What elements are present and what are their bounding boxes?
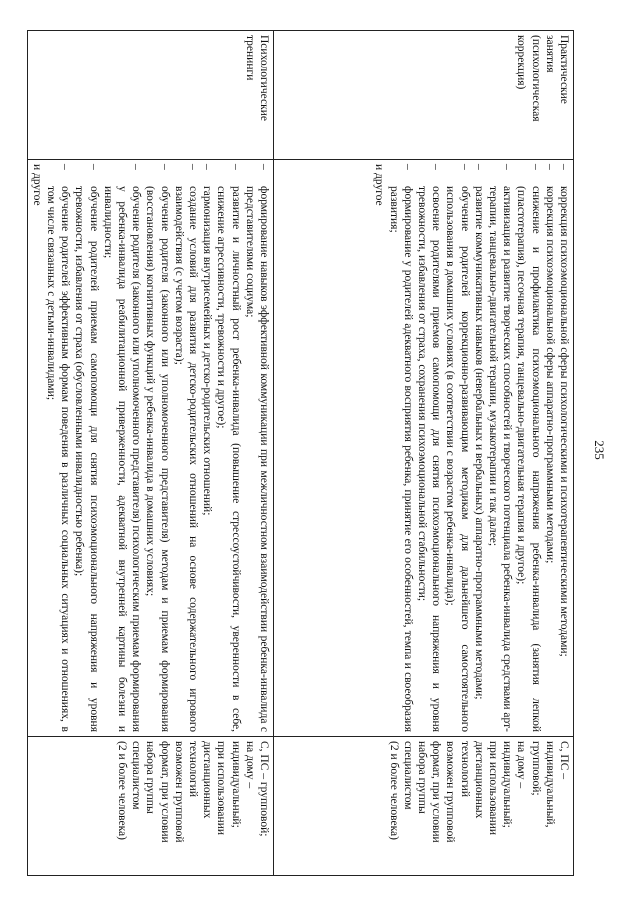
form-line: на дому – (515, 741, 528, 789)
form-line: набора группы (415, 741, 428, 814)
form-line: формат, при условии (430, 741, 443, 843)
list-item (543, 164, 557, 732)
row-name-cell (274, 31, 574, 160)
row-name-line: занятия (543, 35, 556, 73)
methods-table (27, 30, 574, 876)
form-line: индивидуальный; (229, 741, 242, 828)
row-name-cell (27, 31, 273, 160)
row-content-cell (274, 160, 574, 737)
form-line: индивидуальный, (543, 741, 556, 828)
form-line: при использовании (486, 741, 499, 835)
list-item (101, 164, 144, 732)
row-name-line: Практические (558, 35, 570, 104)
landscape-page (30, 30, 574, 875)
list-item-text: обучение родителей эффективным формам поведения в различных социальных ситуациях и отношениях, в том числе связанных с детьми-инвалидами; (44, 186, 72, 732)
page-number: 235 (592, 440, 607, 460)
form-line: С, ПС – групповой; (258, 741, 270, 837)
list-item-text: гармонизация внутрисемейных и детско-родительских отношений; (201, 186, 214, 516)
form-line: индивидуальный; (501, 741, 514, 828)
list-item-text: формирование навыков эффективной коммуникации при межличностном взаимодействии ребенка-инвалида с представителями социума; (243, 186, 270, 732)
list-item (200, 164, 214, 732)
list-item (172, 164, 200, 732)
row-form-cell (274, 737, 574, 876)
list-tail: и другое (373, 164, 386, 206)
form-line: возможен групповой (172, 741, 185, 843)
list-dash: – (430, 164, 443, 170)
list-item-text: освоение родителями приемов самопомощи для снятия психоэмоционального напряжения и уровня тревожности, избавления от страха, сохранения психоэмоциональной стабильности; (415, 186, 443, 732)
list-dash: – (458, 164, 471, 170)
form-line: С, ПС – (558, 741, 570, 780)
list-item (557, 164, 571, 732)
table-body (27, 31, 573, 876)
rotated-table-area (30, 30, 574, 875)
table-row (274, 31, 574, 876)
list-dash: – (87, 164, 100, 170)
list-dash: – (529, 164, 542, 170)
list-item (415, 164, 443, 732)
row-name-line: Психологические (258, 35, 270, 121)
list-item-text: формирование у родителей адекватного восприятия ребенка, принятие его особенностей, темпа и своеобразия развития; (387, 186, 414, 732)
form-line: специалистом (401, 741, 414, 810)
list-dash: – (258, 164, 270, 170)
list-item (443, 164, 471, 732)
list-item-text: создание условий для развития детско-родительских отношений на основе содержательного игрового взаимодействия (с учетом возраста); (172, 186, 199, 732)
list-item-text: развитие коммуникативных навыков (невербальных и вербальных) аппаратно-программными методами; (472, 186, 485, 700)
list-dash: – (501, 164, 514, 170)
row-form-cell (27, 737, 273, 876)
form-line: технологий (186, 741, 199, 797)
list-item (486, 164, 514, 732)
list-item (514, 164, 542, 732)
list-item-text: снижение и профилактика психоэмоционального напряжения ребенка-инвалида (занятия лепкой (пластотерапия), песочная терапия, танцевально-двигательная терапия и другое); (515, 186, 542, 732)
list-item (72, 164, 100, 732)
form-line: дистанционных (472, 741, 485, 819)
list-dash: – (158, 164, 171, 170)
list-item-text: обучение родителей коррекционно-развивающим методикам для дальнейшего самостоятельного использования в домашних условиях (в соответствии с возрастом ребенка-инвалида); (444, 186, 471, 732)
list-dash: – (201, 164, 214, 170)
form-line: формат, при условии (158, 741, 171, 843)
form-line: (2 и более человека) (115, 741, 128, 840)
row-name-line: (психологическая (529, 35, 542, 122)
list-dash: – (186, 164, 199, 170)
list-item-text: обучение родителя (законного или уполномоченного представителя) психологическим приемам формирования у ребенка-инвалида реабилитационной приверженности, адекватной внутренней картины болезни и инвалидности; (101, 186, 143, 732)
list-item-text: обучение родителей приемам самопомощи для снятия психоэмоционального напряжения и уровня тревожности, избавления от страха (обусловленными инвалидностью ребенка); (73, 186, 100, 732)
list-dash: – (543, 164, 556, 170)
list-item-text: коррекция психоэмоциональной сферы аппаратно-программными методами; (543, 186, 556, 564)
row-content-cell (27, 160, 273, 737)
list-dash: – (130, 164, 143, 170)
list-item-text: активизация и развитие творческих способностей и творческого потенциала ребенка-инвалида средствами арт-терапии, танцевально-двигательной терапии, музыкотерапии и так далее; (486, 186, 514, 732)
list-item (143, 164, 171, 732)
row-name-line: тренинги (243, 35, 256, 81)
list-tail: и другое (30, 164, 43, 206)
list-dash: – (558, 164, 570, 170)
table-row (27, 31, 273, 876)
form-line: технологий (458, 741, 471, 797)
list-item-text: коррекция психоэмоциональной сферы психологическими и психотерапевтическими методами; (558, 186, 570, 657)
list-item (386, 164, 414, 732)
form-line: (2 и более человека) (387, 741, 400, 840)
form-line: возможен групповой (444, 741, 457, 843)
list-dash: – (401, 164, 414, 170)
form-line: специалистом (130, 741, 143, 810)
form-line: при использовании (215, 741, 228, 835)
list-dash: – (472, 164, 485, 170)
list-dash: – (59, 164, 72, 170)
list-item-text: развитие и личностный рост ребенка-инвалида (повышение стрессоустойчивости, уверенности в себе, снижение агрессивности, тревожности и другое); (215, 186, 242, 732)
list-item (243, 164, 271, 732)
form-line: групповой; (529, 741, 542, 796)
list-dash: – (229, 164, 242, 170)
list-item-text: обучение родителя (законного или уполномоченного представителя) методам и приемам формирования (восстановления) когнитивных функций у ребенка-инвалида в домашних условиях; (144, 186, 171, 732)
list-item (44, 164, 72, 732)
row-name-line: коррекция) (515, 35, 528, 90)
form-line: дистанционных (201, 741, 214, 819)
form-line: на дому – (243, 741, 256, 789)
list-item (472, 164, 486, 732)
form-line: набора группы (144, 741, 157, 814)
list-item (214, 164, 242, 732)
